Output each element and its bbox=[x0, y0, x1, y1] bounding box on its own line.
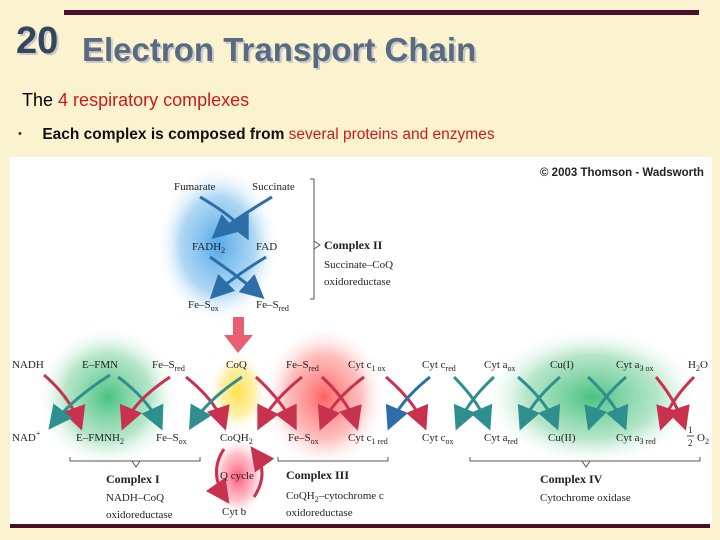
fumarate-label: Fumarate bbox=[174, 181, 216, 193]
half-denominator: 2 bbox=[688, 438, 693, 448]
arrow-to-coq-head bbox=[224, 335, 253, 353]
fe-s-red-2-label: $Fe-S_{red}$ bbox=[286, 359, 319, 373]
top-decor-bar bbox=[64, 10, 699, 15]
complex3-desc1: CoQH$_2$–cytochrome c bbox=[286, 490, 384, 504]
fe-s-red-label: $Fe-S_{red}$ bbox=[152, 359, 185, 373]
q-cycle-label: Q cycle bbox=[220, 470, 254, 482]
fe-s-red-top-label: $Fe-S_{red}$ bbox=[256, 299, 289, 313]
complex1-desc1: NADH–CoQ bbox=[106, 492, 165, 504]
subtitle bbox=[22, 90, 249, 111]
copyright-text: © 2003 Thomson - Wadsworth bbox=[540, 167, 704, 179]
complex2-desc2: oxidoreductase bbox=[324, 276, 391, 288]
bullet-item bbox=[18, 126, 495, 144]
cu-ii-label: Cu(II) bbox=[548, 432, 576, 444]
complex2-desc1: Succinate–CoQ bbox=[324, 259, 394, 271]
fe-s-ox-top-label: $Fe-S_{ox}$ bbox=[188, 299, 219, 313]
nadh-label: NADH bbox=[12, 359, 44, 371]
fad-label: FAD bbox=[256, 241, 278, 253]
e-fmn-label: E–FMN bbox=[82, 359, 119, 371]
succinate-label: Succinate bbox=[252, 181, 295, 193]
complex4-name: Complex IV bbox=[540, 472, 603, 486]
fe-s-ox-label: $Fe-S_{ox}$ bbox=[156, 432, 187, 446]
cyt-a-red-label: Cyt $a_{red}$ bbox=[484, 432, 518, 446]
cyt-c-red-label: Cyt $c_{red}$ bbox=[422, 359, 456, 373]
complex1-name: Complex I bbox=[106, 472, 160, 486]
subtitle-highlight: 4 respiratory complexes bbox=[58, 90, 250, 110]
cyt-b-label: Cyt b bbox=[222, 506, 247, 518]
complex3-desc2: oxidoreductase bbox=[286, 507, 353, 519]
subtitle-prefix: The bbox=[22, 90, 54, 110]
coqh2-label: CoQH$_2$ bbox=[220, 432, 253, 446]
chapter-number: 20 bbox=[16, 20, 59, 62]
bullet-text: Each complex is composed from bbox=[42, 126, 285, 143]
complex4-desc1: Cytochrome oxidase bbox=[540, 492, 631, 504]
cyt-c-ox-label: Cyt $c_{ox}$ bbox=[422, 432, 454, 446]
cyt-a-ox-label: Cyt $a_{ox}$ bbox=[484, 359, 516, 373]
complex3-name: Complex III bbox=[286, 468, 350, 482]
etc-diagram bbox=[10, 157, 712, 524]
cyt-a3-red-label: Cyt $a_{3 red}$ bbox=[616, 432, 656, 446]
fe-s-ox-2-label: $Fe-S_{ox}$ bbox=[288, 432, 319, 446]
slide-heading: Electron Transport Chain bbox=[82, 31, 477, 68]
cyt-c1-ox-label: Cyt $c_{1 ox}$ bbox=[348, 359, 386, 373]
e-fmnh2-label: $E-FMNH_2$ bbox=[76, 432, 125, 446]
nad-label: NAD+ bbox=[12, 429, 41, 444]
complex2-name: Complex II bbox=[324, 238, 383, 252]
half-numerator: 1 bbox=[688, 425, 693, 435]
complex1-glow bbox=[36, 325, 180, 469]
cu-i-label: Cu(I) bbox=[550, 359, 574, 371]
arrow-to-coq-shaft bbox=[233, 317, 244, 337]
bottom-decor-bar bbox=[10, 524, 710, 528]
coq-label: CoQ bbox=[226, 359, 247, 371]
cyt-a3-ox-label: Cyt $a_{3 ox}$ bbox=[616, 359, 654, 373]
etc-figure bbox=[10, 157, 712, 524]
cyt-c1-red-label: Cyt $c_{1 red}$ bbox=[348, 432, 388, 446]
complex2-brace bbox=[310, 179, 314, 299]
bullet-marker: • bbox=[18, 128, 22, 140]
complex1-desc2: oxidoreductase bbox=[106, 509, 173, 521]
h2o-label: $H_2O$ bbox=[688, 359, 708, 373]
o2-label: $O_2$ bbox=[697, 432, 709, 446]
fadh2-label: $FADH_2$ bbox=[192, 241, 226, 255]
bullet-highlight: several proteins and enzymes bbox=[288, 126, 495, 143]
